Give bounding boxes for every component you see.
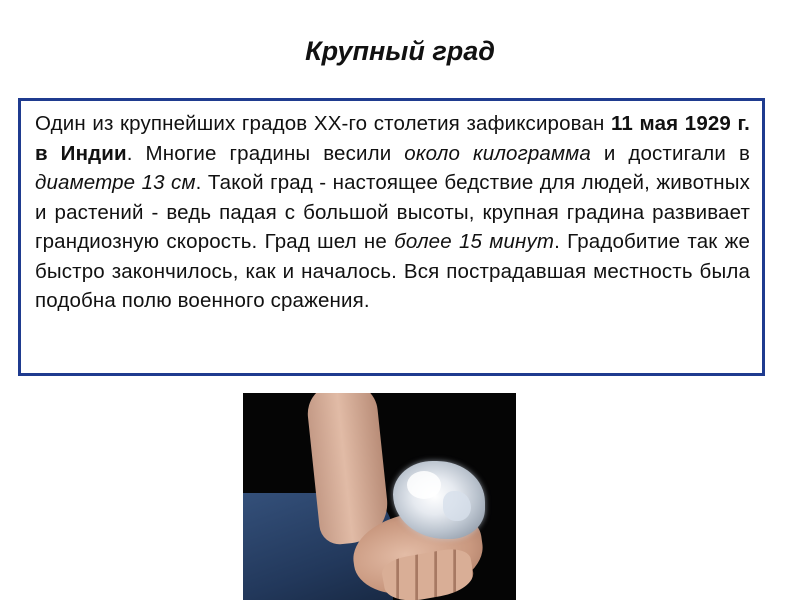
- date-bold-text: 11 мая 1929 г. в Индии: [35, 112, 750, 165]
- text-part-2: . Многие градины весили: [126, 141, 405, 165]
- text-body: [35, 109, 750, 316]
- diameter-italic-text: диаметре 13 см: [35, 171, 196, 194]
- text-part-1: Один из крупнейших градов XX-го столетия зафиксирован: [35, 112, 612, 135]
- text-box: [18, 98, 765, 376]
- text-part-4: . Такой град - настоящее бедствие для людей, животных и растений - ведь падая с большой высоты, крупная градина развивает грандиозную скорость. Град шел не: [35, 171, 750, 253]
- text-part-5: . Градобитие так же быстро закончилось, как и началось. Вся пострадавшая местность была подобна полю военного сражения.: [35, 230, 751, 312]
- slide-title: Крупный град: [305, 36, 495, 66]
- duration-italic-text: более 15 минут: [394, 230, 555, 253]
- text-part-3: и достигали в: [590, 141, 750, 165]
- weight-italic-text: около килограмма: [404, 141, 591, 165]
- hailstone-photo: [243, 393, 516, 600]
